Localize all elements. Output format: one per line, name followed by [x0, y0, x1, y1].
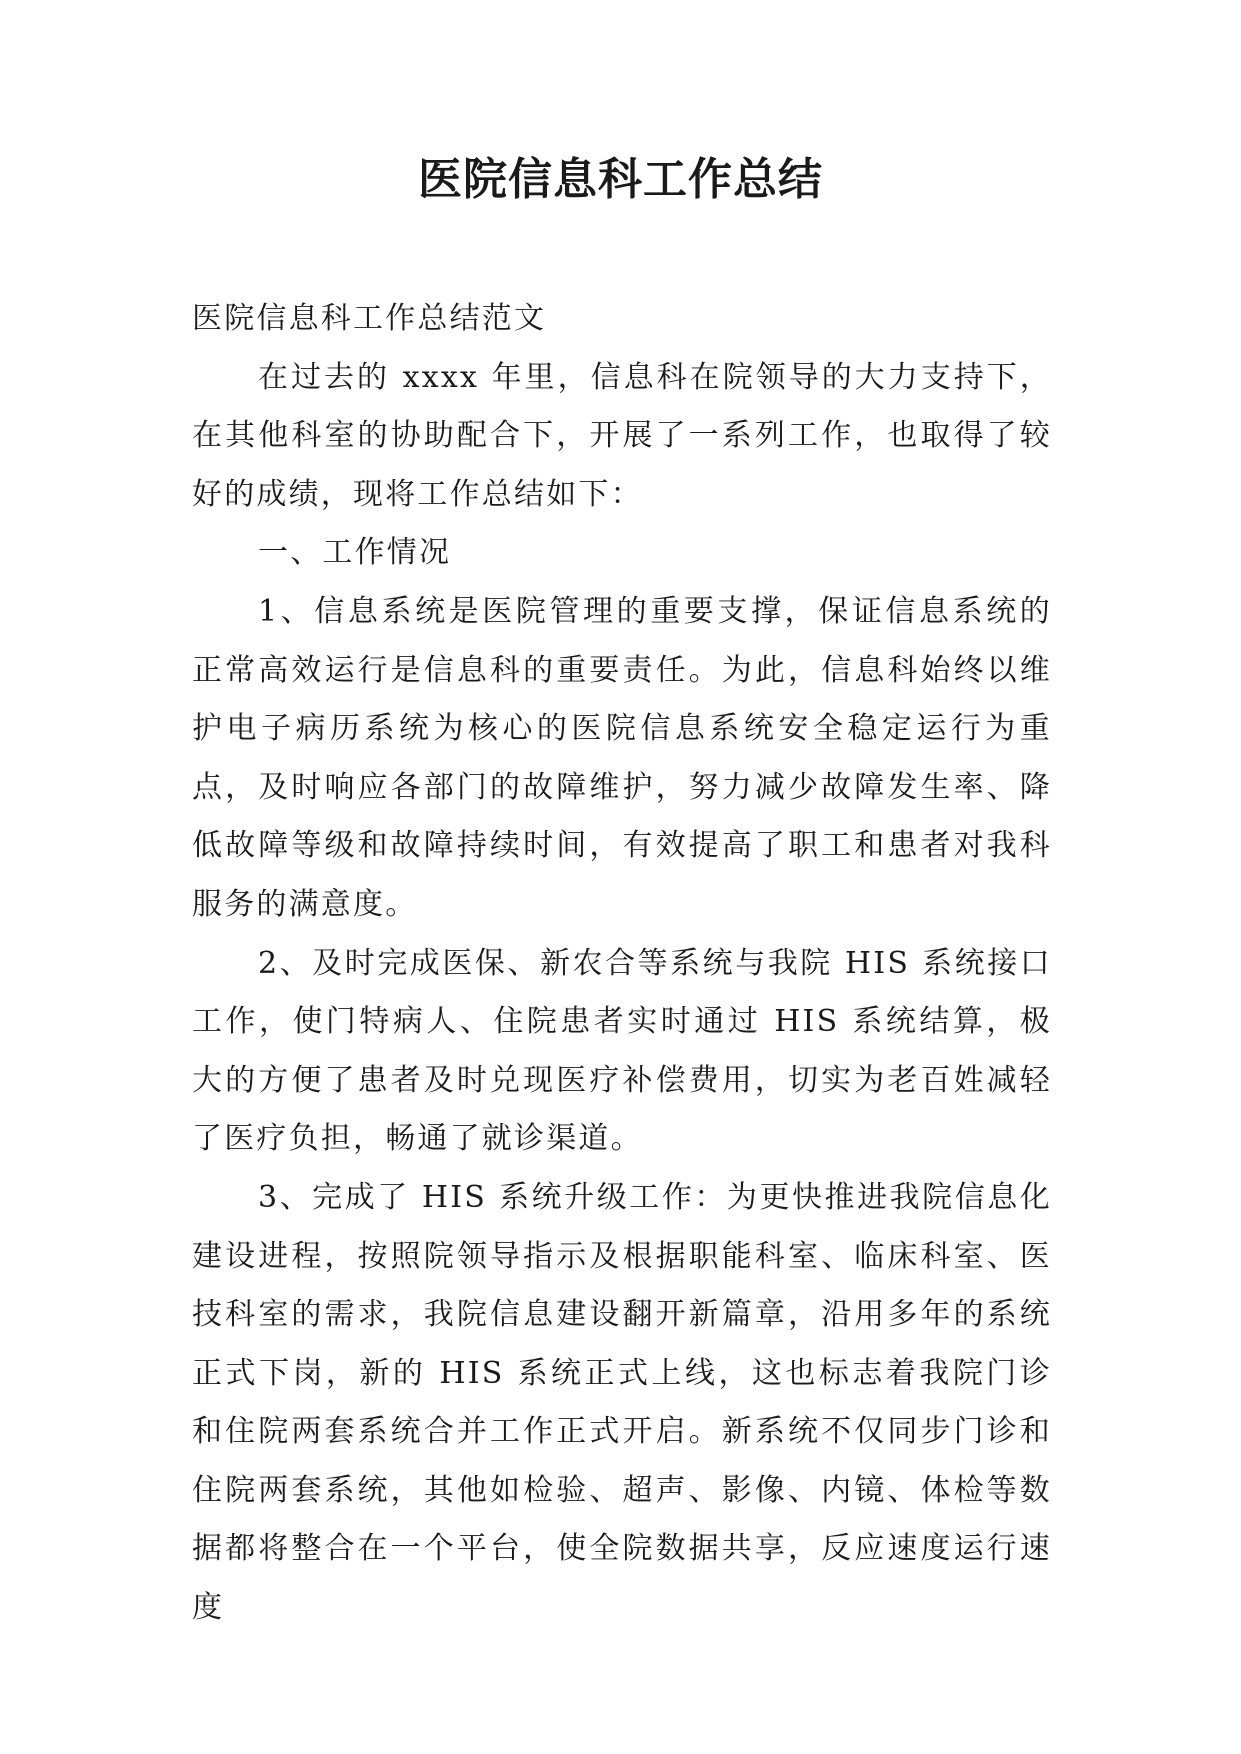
- paragraph-item-3: 3、完成了 HIS 系统升级工作：为更快推进我院信息化建设进程，按照院领导指示及根据职能科室、临床科室、医技科室的需求，我院信息建设翻开新篇章，沿用多年的系统正式下岗，新的 HIS 系统正式上线，这也标志着我院门诊和住院两套系统合并工作正式开启。新系统不仅同步门诊和住院两套系统，其他如检验、超声、影像、内镜、体检等数据都将整合在一个平台，使全院数据共享，反应速度运行速度: [192, 1179, 1052, 1626]
- document-body: [192, 290, 1052, 1638]
- section-heading: 一、工作情况: [258, 535, 452, 571]
- paragraph-item-1: 1、信息系统是医院管理的重要支撑，保证信息系统的正常高效运行是信息科的重要责任。为此，信息科始终以维护电子病历系统为核心的医院信息系统安全稳定运行为重点，及时响应各部门的故障维护，努力减少故障发生率、降低故障等级和故障持续时间，有效提高了职工和患者对我科服务的满意度。: [192, 593, 1052, 922]
- paragraph-intro: 在过去的 xxxx 年里，信息科在院领导的大力支持下，在其他科室的协助配合下，开展了一系列工作，也取得了较好的成绩，现将工作总结如下：: [192, 359, 1052, 512]
- paragraph-item-2: 2、及时完成医保、新农合等系统与我院 HIS 系统接口工作，使门特病人、住院患者实时通过 HIS 系统结算，极大的方便了患者及时兑现医疗补偿费用，切实为老百姓减轻了医疗负担，畅通了就诊渠道。: [192, 945, 1052, 1157]
- document-subtitle: 医院信息科工作总结范文: [192, 301, 547, 336]
- document-title: 医院信息科工作总结: [418, 154, 823, 205]
